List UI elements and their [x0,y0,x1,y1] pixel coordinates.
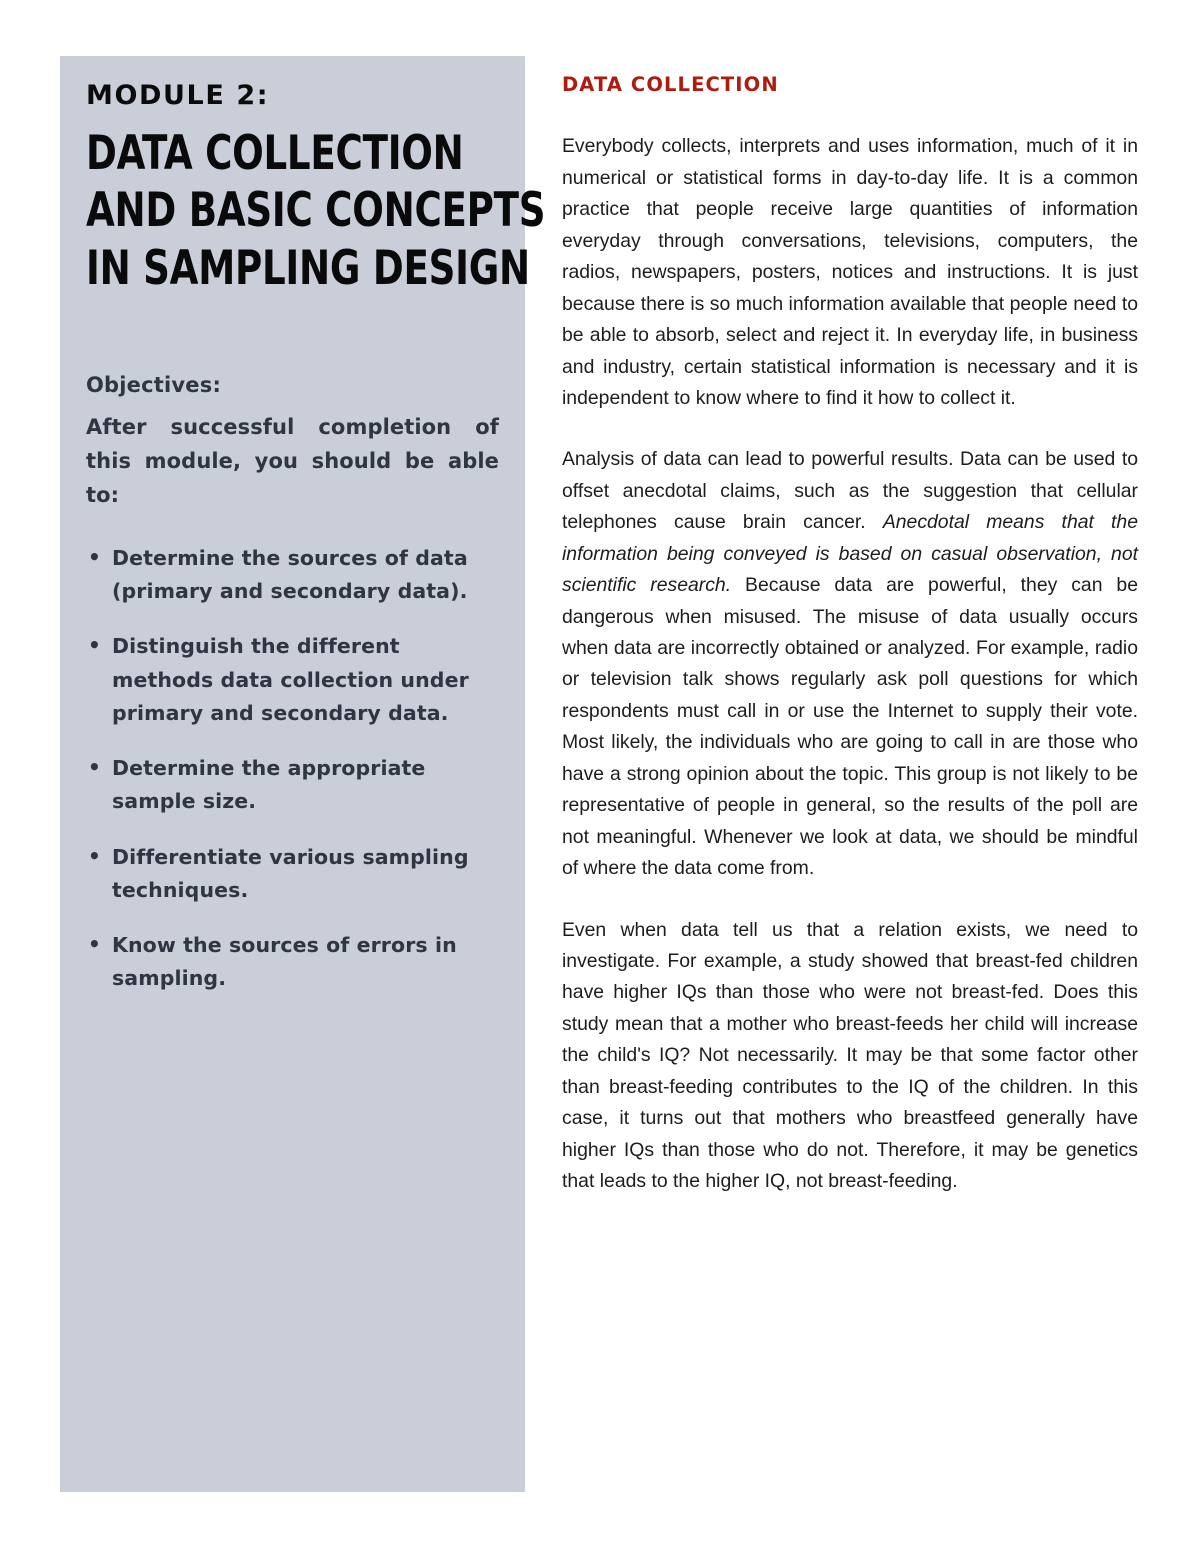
module-cover-panel [60,56,546,1492]
body-paragraph-3: Even when data tell us that a relation exists, we need to investigate. For example, a study showed that breast-fed children have higher IQs than those who were not breast-fed. Does this study mean that a mother who breast-feeds her child will increase the child's IQ? Not necessarily. It may be that some factor other than breast-feeding contributes to the IQ of the children. In this case, it turns out that mothers who breastfeed generally have higher IQs than those who do not. Therefore, it may be genetics that leads to the higher IQ, not breast-feeding. [562,918,1138,1192]
list-item: • Determine the appropriate sample size. [86,752,499,818]
paragraph-2-segment-a: Analysis of data can lead to powerful results. Data can be used to offset anecdotal claims, such as the suggestion that cellular telephones cause brain cancer. [562,448,1138,534]
main-content-column [562,74,1138,1197]
objectives-heading: Objectives: [86,373,222,398]
body-paragraph-1: Everybody collects, interprets and uses information, much of it in numerical or statistical forms in day-to-day life. It is a common practice that people receive large quantities of information everyday through conversations, televisions, computers, the radios, newspapers, posters, notices and instructions. It is just because there is so much information available that people need to be able to absorb, select and reject it. In everyday life, in business and industry, certain statistical information is necessary and it is independent to know where to find it how to collect it. [562,135,1138,409]
module-number-label: MODULE 2: [86,80,270,111]
body-paragraph-2 [562,444,1138,884]
module-title [86,125,546,297]
paragraph-2-italic-definition: Anecdotal means that the information being conveyed is based on casual observation, not scientific research. [562,511,1138,597]
list-item: • Know the sources of errors in sampling. [86,929,499,995]
objectives-list [86,542,499,995]
module-title-line-2: AND BASIC CONCEPTS [86,183,546,239]
section-heading-data-collection: DATA COLLECTION [562,73,779,96]
module-title-line-1: DATA COLLECTION [86,126,464,182]
list-item: • Distinguish the different methods data collection under primary and secondary data. [86,630,499,730]
objectives-intro-text: After successful completion of this module, you should be able to: [86,415,499,508]
module-title-line-3: IN SAMPLING DESIGN [86,240,530,296]
objectives-block [86,375,499,995]
paragraph-2-segment-b: Because data are powerful, they can be dangerous when misused. The misuse of data usually occurs when data are incorrectly obtained or analyzed. For example, radio or television talk shows regularly ask poll questions for which respondents must call in or use the Internet to supply their vote. Most likely, the individuals who are going to call in are those who have a strong opinion about the topic. This group is not likely to be representative of people in general, so the results of the poll are not meaningful. Whenever we look at data, we should be mindful of where the data come from. [562,574,1138,880]
list-item: • Determine the sources of data (primary and secondary data). [86,542,499,608]
list-item: • Differentiate various sampling techniques. [86,841,499,907]
